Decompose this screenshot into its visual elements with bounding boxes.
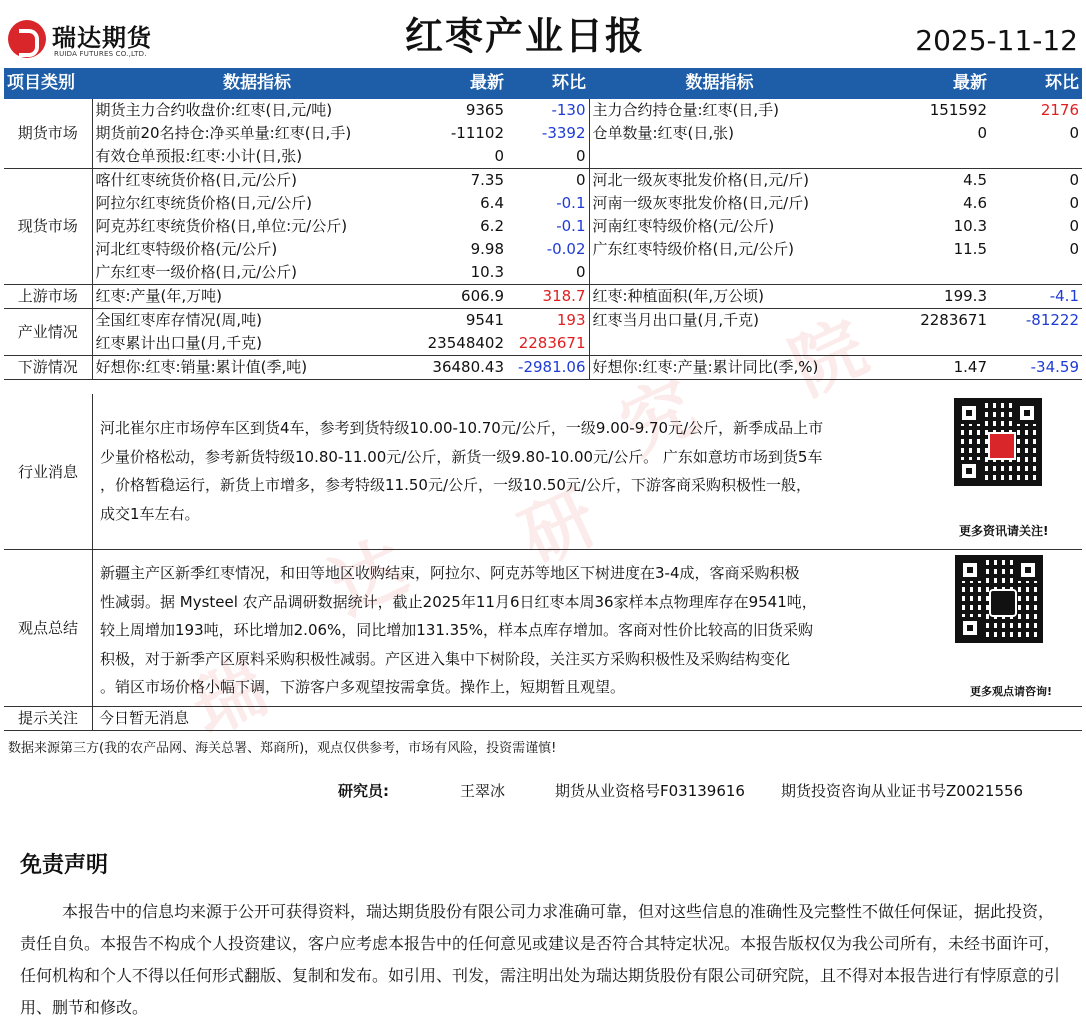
indicator-name: 阿拉尔红枣统货价格(日,元/公斤) [95,194,313,212]
indicator-name: 全国红枣库存情况(周,吨) [95,311,262,329]
analyst-license: 期货从业资格号F03139616 [555,782,745,800]
latest-value: 1.47 [850,356,990,380]
change-value: -0.1 [507,215,589,238]
table-row [4,99,1082,122]
latest-value: 9365 [465,101,504,119]
indicator-name: 河北红枣特级价格(元/公斤) [95,240,278,258]
indicator-name: 好想你:红枣:产量:累计同比(季,%) [589,356,850,380]
disclaimer-title: 免责声明 [20,853,109,878]
latest-value: 0 [977,124,987,142]
text-line: 较上周增加193吨，环比增加2.06%，同比增加131.35%，样本点库存增加。客商对性价比较高的旧货采购 [100,621,814,639]
indicator-name: 红枣:种植面积(年,万公顷) [589,285,850,309]
table-row [4,192,1082,215]
indicator-name [589,145,850,169]
indicator-name: 仓单数量:红枣(日,张) [592,124,735,142]
indicator-name: 河南红枣特级价格(元/公斤) [592,217,775,235]
table-header-row [4,68,1082,99]
indicator-name: 期货前20名持仓:净买单量:红枣(日,手) [95,124,352,142]
table-row [4,215,1082,238]
change-value: -4.1 [990,285,1082,309]
watermark-char: 究 [608,364,709,471]
change-value: 193 [507,309,589,333]
qr-caption: 更多观点请咨询! [970,685,1053,698]
category-cell: 期货市场 [4,99,92,169]
watermark-char: 研 [508,474,609,581]
indicator-name: 红枣:产量(年,万吨) [92,285,422,309]
table-row [4,285,1082,309]
qr-logo-icon [988,432,1016,460]
latest-value: 199.3 [850,285,990,309]
industry-news-text [100,414,900,528]
column-header: 项目类别 [4,68,92,99]
table-row [4,169,1082,193]
column-header: 环比 [507,68,589,99]
change-value [990,145,1082,169]
indicator-name: 河南一级灰枣批发价格(日,元/斤) [592,194,810,212]
qr-caption: 更多资讯请关注! [959,524,1049,538]
table-row [4,356,1082,380]
latest-value: 6.4 [480,194,504,212]
hint-value: 今日暂无消息 [99,709,190,727]
wechat-qr-code-icon [955,555,1043,643]
industry-news-label: 行业消息 [4,394,93,549]
change-value [990,261,1082,285]
change-value: -2981.06 [507,356,589,380]
category-cell: 现货市场 [4,169,92,285]
latest-value: 10.3 [422,261,507,285]
disclaimer-body: 本报告中的信息均来源于公开可获得资料，瑞达期货股份有限公司力求准确可靠，但对这些信息的准确性及完整性不做任何保证，据此投资，责任自负。本报告不构成个人投资建议，客户应考虑本报告中的任何意见或建议是否符合其特定状况。本报告版权仅为我公司所有，未经书面许可，任何机构和个人不得以任何形式翻版、复制和发布。如引用、刊发，需注明出处为瑞达期货股份有限公司研究院，且不得对本报告进行有悖原意的引用、删节和修改。 [20,902,1061,1017]
change-value: 2283671 [507,332,589,356]
latest-value: 151592 [929,101,987,119]
change-value: -81222 [1025,311,1079,329]
category-cell: 下游情况 [4,356,92,380]
category-cell: 产业情况 [4,309,92,356]
latest-value: 4.5 [963,171,987,189]
latest-value [850,261,990,285]
indicator-name: 红枣累计出口量(月,千克) [92,332,422,356]
summary-text [100,559,900,702]
text-line: ，价格暂稳运行，新货上市增多，参考特级11.50元/公斤，一级10.50元/公斤，下游客商采购积极性一般， [100,476,811,494]
analyst-advisory-license: 期货投资咨询从业证书号Z0021556 [781,782,1024,800]
indicator-name: 阿克苏红枣统货价格(日,单位:元/公斤) [95,217,348,235]
column-header: 数据指标 [589,68,850,99]
text-line: 新疆主产区新季红枣情况，和田等地区收购结束，阿拉尔、阿克苏等地区下树进度在3-4成，客商采购积极 [100,564,800,582]
indicator-name: 好想你:红枣:销量:累计值(季,吨) [92,356,422,380]
wechat-icon [989,589,1017,617]
latest-value [850,145,990,169]
indicator-name: 期货主力合约收盘价:红枣(日,元/吨) [95,101,333,119]
data-source-note: 数据来源第三方(我的农产品网、海关总署、郑商所)，观点仅供参考，市场有风险，投资需谨慎! [8,741,557,756]
change-value: -0.1 [507,192,589,215]
indicator-name: 喀什红枣统货价格(日,元/公斤) [95,171,298,189]
latest-value: 23548402 [422,332,507,356]
change-value: -130 [507,99,589,122]
indicator-name [589,332,850,356]
logo-text-en: RUIDA FUTURES CO.,LTD. [54,50,147,58]
table-row [4,145,1082,169]
text-line: 积极，对于新季产区原料采购积极性减弱。产区进入集中下树阶段，关注买方采购积极性及采购结构变化 [100,649,791,668]
data-table [4,68,1082,380]
report-date: 2025-11-12 [915,24,1078,57]
report-title: 红枣产业日报 [405,14,646,58]
table-row [4,122,1082,145]
indicator-name [589,261,850,285]
watermark-char: 达 [318,524,419,631]
analyst-label: 研究员: [338,782,389,800]
ruida-logo-icon [8,20,46,58]
indicator-name: 红枣当月出口量(月,千克) [592,311,759,329]
latest-value: 6.2 [480,217,504,235]
text-line: 河北崔尔庄市场停车区到货4车，参考到货特级10.00-10.70元/公斤，一级9.00-9.70元/公斤，新季成品上市 [100,419,824,437]
change-value: 0 [1069,217,1079,235]
table-row [4,238,1082,261]
watermark-char: 院 [778,304,879,411]
change-value: 0 [507,145,589,169]
industry-news-section [4,394,1082,550]
text-line: 性减弱。据 Mysteel 农产品调研数据统计，截止2025年11月6日红枣本周36家样本点物理库存在9541吨， [100,592,817,611]
change-value: 0 [1069,194,1079,212]
latest-value: 36480.43 [422,356,507,380]
summary-label: 观点总结 [4,549,93,706]
change-value: -3392 [507,122,589,145]
text-line: 。销区市场价格小幅下调，下游客户多观望按需拿货。操作上，短期暂且观望。 [100,678,626,696]
indicator-name: 广东红枣特级价格(日,元/公斤) [592,240,795,258]
change-value: 0 [1069,124,1079,142]
column-header: 最新 [850,68,990,99]
change-value: 0 [507,261,589,285]
watermark-char: 瑞 [178,644,279,751]
latest-value: 9541 [465,311,504,329]
table-row [4,332,1082,356]
latest-value: 9.98 [470,240,504,258]
change-value: 0 [507,169,589,193]
company-logo [8,18,178,62]
indicator-name: 广东红枣一级价格(日,元/公斤) [92,261,422,285]
column-header: 环比 [990,68,1082,99]
hint-label: 提示关注 [4,706,93,730]
latest-value: -11102 [450,124,504,142]
change-value: 0 [1069,240,1079,258]
change-value: 0 [1069,171,1079,189]
change-value: -34.59 [990,356,1082,380]
latest-value: 11.5 [953,240,987,258]
column-header: 最新 [422,68,507,99]
report-header [0,0,1086,68]
latest-value: 2283671 [920,311,987,329]
latest-value: 0 [422,145,507,169]
change-value: -0.02 [507,238,589,261]
indicator-name: 主力合约持仓量:红枣(日,手) [592,101,780,119]
category-cell: 上游市场 [4,285,92,309]
hint-row [4,706,1082,731]
text-line: 少量价格松动，参考新货特级10.80-11.00元/公斤，新货一级9.80-10.00元/公斤。 广东如意坊市场到货5车 [100,447,823,466]
latest-value: 4.6 [963,194,987,212]
text-line: 成交1车左右。 [100,504,200,523]
latest-value: 10.3 [953,217,987,235]
latest-value [850,332,990,356]
indicator-name: 有效仓单预报:红枣:小计(日,张) [92,145,422,169]
column-header: 数据指标 [92,68,422,99]
latest-value: 606.9 [422,285,507,309]
latest-value: 7.35 [470,171,504,189]
indicator-name: 河北一级灰枣批发价格(日,元/斤) [592,171,810,189]
change-value: 2176 [1040,101,1079,119]
table-row [4,261,1082,285]
table-row [4,309,1082,333]
logo-text-cn: 瑞达期货 [52,24,152,52]
change-value [990,332,1082,356]
summary-section [4,549,1082,707]
change-value: 318.7 [507,285,589,309]
analyst-name: 王翠冰 [460,782,506,800]
qr-code-icon [954,398,1042,486]
